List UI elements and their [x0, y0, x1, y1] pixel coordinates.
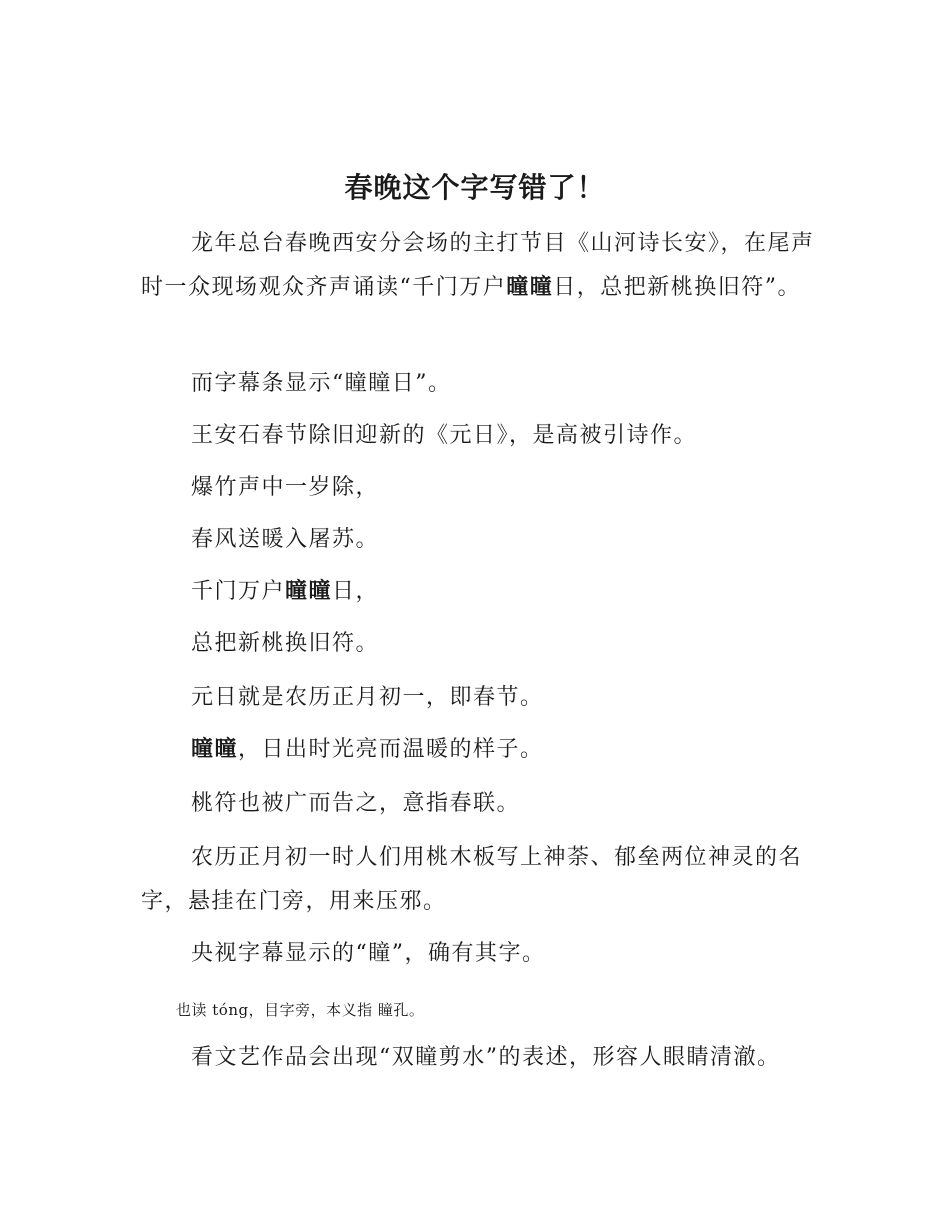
poem-line-2: 春风送暖入屠苏。: [191, 527, 380, 552]
paragraph-shuangtong: 看文艺作品会出现“双瞳剪水”的表述，形容人眼睛清澈。: [191, 1045, 781, 1070]
pronunciation-note: 也读 tóng，目字旁，本义指 瞳孔。: [176, 1001, 425, 1019]
poem-line-4: 总把新桃换旧符。: [191, 631, 380, 656]
poem-line-3-text-b: 日，: [332, 579, 380, 604]
bold-word: 曈曈: [506, 275, 554, 300]
paragraph-intro: [141, 222, 821, 310]
paragraph-yuanri: 元日就是农历正月初一，即春节。: [191, 685, 544, 710]
paragraph-intro-text-b: 日，总把新桃换旧符”。: [553, 275, 802, 300]
bold-word: 曈曈: [285, 579, 333, 604]
paragraph-poem-source: 王安石春节除旧迎新的《元日》，是高被引诗作。: [191, 423, 698, 448]
paragraph-tongtong: [141, 728, 821, 772]
paragraph-cctv-subtitle: 央视字幕显示的“瞳”，确有其字。: [191, 941, 546, 966]
paragraph-tongtong-text: ，日出时光亮而温暖的样子。: [238, 737, 544, 762]
poem-line-1: 爆竹声中一岁除，: [191, 475, 380, 500]
document-title: 春晚这个字写错了！: [344, 171, 606, 204]
poem-line-3-text-a: 千门万户: [191, 579, 286, 604]
bold-word: 曈曈: [191, 737, 239, 762]
poem-line-3: [141, 570, 821, 614]
paragraph-intro-text-a: 龙年总台春晚西安分会场的主打节目《山河诗长安》，在尾声时一众现场观众齐声诵读“千门万户: [141, 231, 815, 300]
paragraph-subtitle-error: 而字幕条显示“瞳瞳日”。: [191, 371, 452, 396]
paragraph-taofu: 桃符也被广而告之，意指春联。: [191, 791, 521, 816]
paragraph-custom: 农历正月初一时人们用桃木板写上神荼、郁垒两位神灵的名字，悬挂在门旁，用来压邪。: [141, 845, 803, 914]
